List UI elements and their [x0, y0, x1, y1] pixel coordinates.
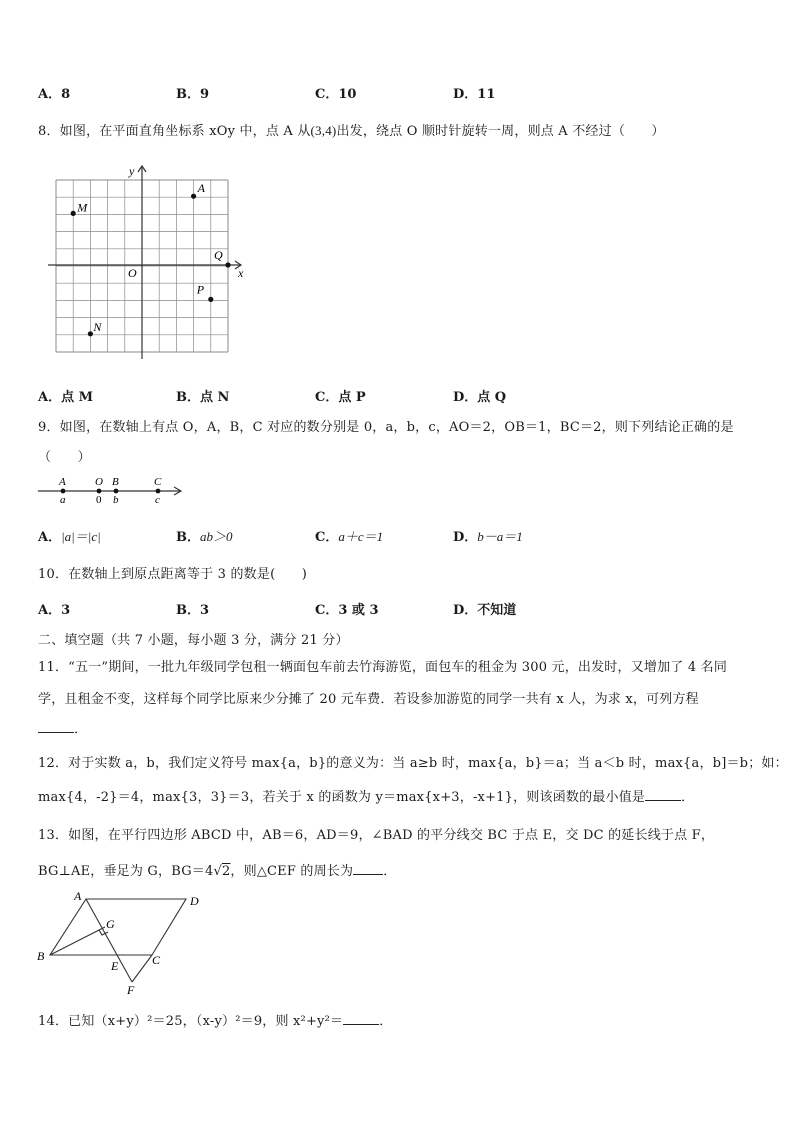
- q10-option-c: C．3 或 3: [315, 603, 379, 618]
- q13-line2-pre: BG⊥AE，垂足为 G，BG＝4: [38, 864, 214, 879]
- q13-line-af: [86, 899, 132, 982]
- q8-axis-x-label: x: [238, 266, 244, 280]
- q8-point-p: [208, 297, 213, 302]
- q9-point-b: [114, 489, 119, 494]
- q9-option-d-math: b－a＝1: [477, 529, 523, 544]
- q10-option-a: A．3: [38, 603, 71, 618]
- q9-point-lower-label: c: [155, 494, 160, 506]
- q14-line: [38, 1010, 392, 1029]
- q8-point-n: [88, 331, 93, 336]
- q7-option-c: C．10: [315, 87, 357, 102]
- q8-option-c: C．点 P: [315, 390, 366, 405]
- q9-option-b-math: ab＞0: [200, 529, 233, 544]
- q11-line3-end: ．: [74, 722, 88, 737]
- q13-label-b: B: [37, 949, 45, 963]
- q8-point-label-m: M: [77, 200, 88, 215]
- q9-option-b-label: B．: [176, 530, 200, 545]
- q13-line-cf: [132, 955, 152, 982]
- q13-parallelogram-figure: [34, 888, 214, 1000]
- q14-answer-blank[interactable]: [343, 1014, 379, 1025]
- q8-point-label-a: A: [197, 181, 205, 196]
- q11-line2: 学，且租金不变，这样每个同学比原来少分摊了 20 元车费．若设参加游览的同学一共有 x 人，为求 x，可列方程: [38, 692, 699, 707]
- q8-point-a: [191, 194, 196, 199]
- q7-option-d: D．11: [453, 87, 496, 102]
- q9-point-upper-label: B: [112, 476, 119, 488]
- q9-point-a: [61, 489, 66, 494]
- q8-point-label-p: P: [196, 282, 205, 297]
- q13-answer-blank[interactable]: [353, 864, 383, 875]
- q7-option-a: A．8: [38, 87, 71, 102]
- q13-line2: [38, 860, 396, 879]
- q9-option-c-label: C．: [315, 530, 339, 545]
- q8-point-label-n: N: [93, 319, 102, 334]
- q11-answer-blank[interactable]: [38, 722, 74, 733]
- q13-label-c: C: [152, 953, 161, 967]
- q13-parallelogram: [50, 899, 186, 955]
- q12-line2: [38, 786, 694, 805]
- q9-option-a: [38, 526, 101, 545]
- q9-point-upper-label: O: [95, 476, 103, 488]
- q9-stem: 9．如图，在数轴上有点 O，A，B，C 对应的数分别是 0，a，b，c，AO＝2，OB＝1，BC＝2，则下列结论正确的是: [38, 420, 734, 435]
- q10-option-b: B．3: [176, 603, 210, 618]
- q9-point-lower-label: b: [113, 494, 119, 506]
- q9-point-c: [156, 489, 161, 494]
- q9-option-d-label: D．: [453, 530, 478, 545]
- q8-axis-y-label: y: [129, 164, 135, 178]
- q9-point-o: [97, 489, 102, 494]
- q12-line2-text: max{4，-2}＝4，max{3，3}＝3，若关于 x 的函数为 y＝max{x+3，-x+1}，则该函数的最小值是: [38, 790, 646, 805]
- q13-label-f: F: [127, 983, 135, 997]
- q9-option-d: [453, 526, 523, 545]
- q13-line2-end: ．: [383, 864, 397, 879]
- q9-paren: （ ）: [38, 450, 91, 465]
- q8-point-m: [71, 211, 76, 216]
- q11-line3: [38, 718, 87, 737]
- q8-option-a: A．点 M: [38, 390, 94, 405]
- q8-coordinate-figure: [44, 163, 250, 361]
- q7-option-b: B．9: [176, 87, 210, 102]
- q8-text-post: 出发，绕点 O 顺时针旋转一周，则点 A 不经过（ ）: [336, 124, 665, 139]
- q8-point-label-q: Q: [214, 248, 223, 262]
- q12-line2-end: ．: [681, 790, 695, 805]
- section2-title: 二、填空题（共 7 小题，每小题 3 分，满分 21 分）: [38, 633, 349, 648]
- q8-text-pre: 8．如图，在平面直角坐标系 xOy 中，点 A 从: [38, 124, 311, 139]
- q13-line-bg: [50, 927, 105, 955]
- q8-option-b: B．点 N: [176, 390, 230, 405]
- q12-line1: 12．对于实数 a，b，我们定义符号 max{a，b}的意义为：当 a≥b 时，max{a，b}＝a；当 a＜b 时，max{a，b]＝b；如：: [38, 756, 788, 771]
- q13-line1: 13．如图，在平行四边形 ABCD 中，AB＝6，AD＝9，∠BAD 的平分线交 BC 于点 E，交 DC 的延长线于点 F，: [38, 828, 715, 843]
- q14-text: 14．已知（x+y）²＝25，（x-y）²＝9，则 x²+y²＝: [38, 1014, 344, 1029]
- q9-option-a-label: A．: [38, 530, 62, 545]
- q11-line1: 11．“五一”期间，一批九年级同学包租一辆面包车前去竹海游览，面包车的租金为 300 元，出发时，又增加了 4 名同: [38, 660, 728, 675]
- sqrt-icon: √: [213, 864, 222, 879]
- q13-sqrt-radicand: 2: [221, 864, 231, 879]
- q9-option-a-math: |a|＝|c|: [61, 529, 101, 544]
- q8-option-d: D．点 Q: [453, 390, 507, 405]
- q9-numberline-figure: [36, 474, 188, 506]
- q13-label-e: E: [111, 959, 119, 973]
- q9-option-c-math: a＋c＝1: [338, 529, 384, 544]
- q13-label-a: A: [74, 889, 82, 903]
- q10-stem: 10．在数轴上到原点距离等于 3 的数是( ): [38, 567, 308, 582]
- q8-origin-label: O: [128, 266, 137, 280]
- q8-coord: (3,4): [310, 123, 337, 138]
- q8-point-q: [225, 262, 230, 267]
- q9-point-lower-label: a: [60, 494, 66, 506]
- q9-point-lower-label: 0: [96, 494, 102, 506]
- q12-answer-blank[interactable]: [645, 790, 681, 801]
- q8-points: [71, 181, 231, 336]
- q13-label-g: G: [106, 917, 115, 931]
- q9-option-b: [176, 526, 233, 545]
- q13-label-d: D: [190, 894, 199, 908]
- q9-point-upper-label: C: [154, 476, 162, 488]
- q13-line2-post: ，则△CEF 的周长为: [230, 864, 354, 879]
- q9-option-c: [315, 526, 383, 545]
- q10-option-d: D．不知道: [453, 603, 517, 618]
- q9-point-upper-label: A: [59, 476, 66, 488]
- q8-stem: [38, 120, 665, 139]
- q14-end: ．: [379, 1014, 393, 1029]
